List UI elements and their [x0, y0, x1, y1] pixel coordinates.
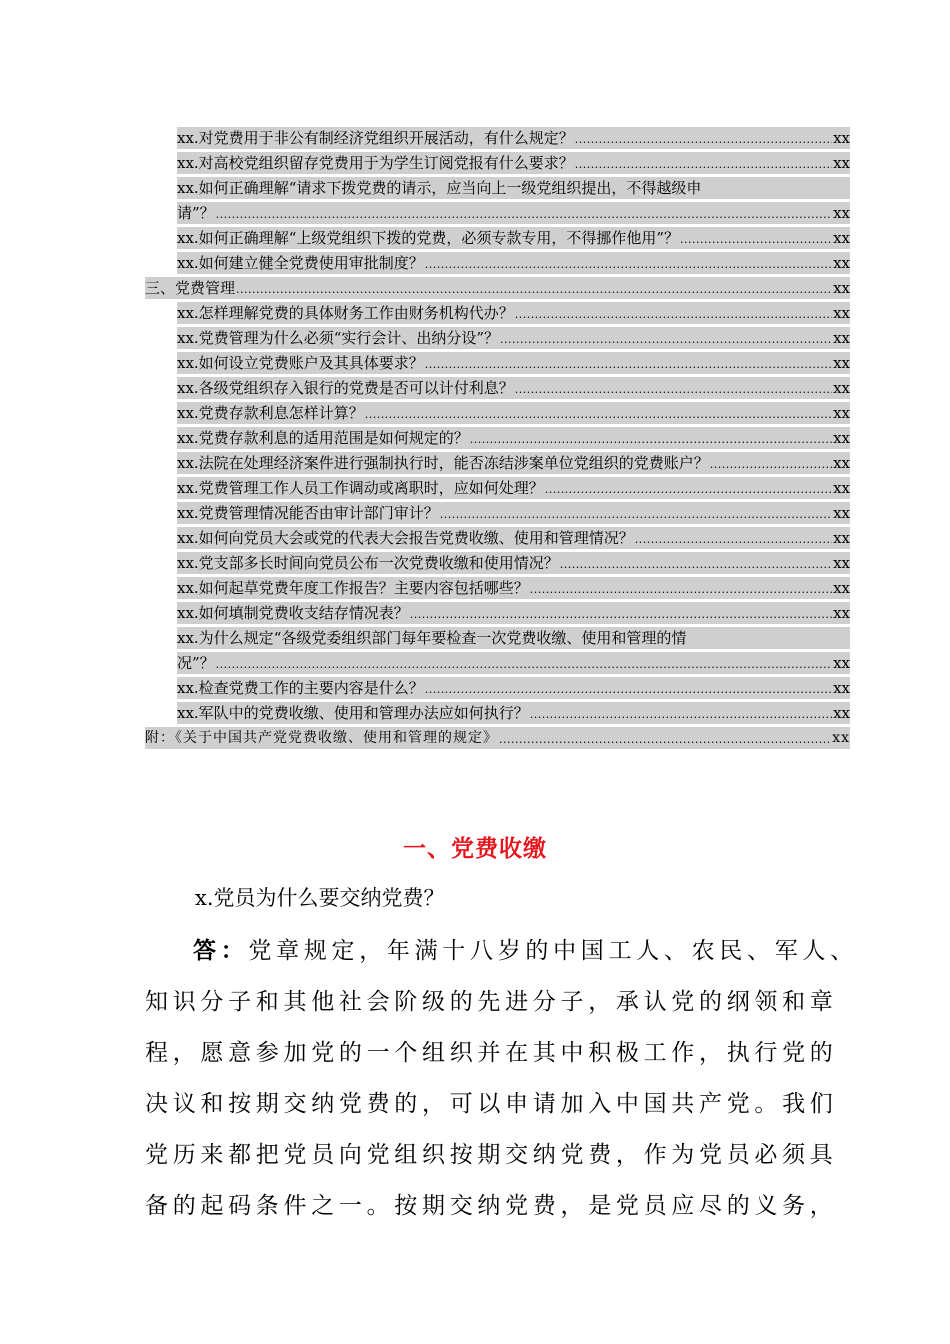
toc-entry-title: xx.法院在处理经济案件进行强制执行时，能否冻结涉案单位党组织的党费账户？	[177, 454, 709, 472]
toc-entry[interactable]	[145, 424, 850, 449]
toc-section-title: 三、党费管理	[145, 279, 236, 297]
table-of-contents	[145, 124, 850, 749]
toc-entry-wrap-line1[interactable]	[145, 174, 850, 199]
toc-entry-title: xx.如何起草党费年度工作报告？主要内容包括哪些？	[177, 579, 529, 597]
toc-entry-page: xx	[833, 479, 850, 497]
toc-entry-title: xx.对党费用于非公有制经济党组织开展活动，有什么规定？	[177, 129, 574, 147]
toc-entry-page: xx	[832, 730, 850, 746]
toc-entry-title: 请”？	[177, 204, 215, 222]
toc-entry-title: 况”？	[177, 654, 215, 672]
toc-entry-title: xx.党费管理为什么必须“实行会计、出纳分设”？	[177, 329, 500, 347]
toc-section-entry[interactable]	[145, 274, 850, 299]
toc-entry-page: xx	[833, 604, 850, 622]
answer-text: 党章规定，年满十八岁的中国工人、农民、军人、	[248, 938, 858, 964]
toc-entry-page: xx	[833, 379, 850, 397]
toc-entry-page: xx	[833, 554, 850, 572]
toc-entry-page: xx	[833, 204, 850, 222]
toc-entry-page: xx	[833, 579, 850, 597]
toc-entry-page: xx	[833, 354, 850, 372]
toc-appendix-entry[interactable]	[145, 724, 850, 749]
toc-entry-title: xx.为什么规定“各级党委组织部门每年要检查一次党费收缴、使用和管理的情	[177, 629, 687, 647]
toc-entry-page: xx	[833, 279, 850, 297]
toc-entry-page: xx	[833, 404, 850, 422]
section-heading: 一、党费收缴	[403, 836, 547, 862]
toc-entry-page: xx	[833, 329, 850, 347]
toc-entry-title: xx.怎样理解党费的具体财务工作由财务机构代办？	[177, 304, 514, 322]
toc-entry-wrap-line1[interactable]	[145, 624, 850, 649]
answer-label: 答：	[193, 937, 249, 964]
toc-entry[interactable]	[145, 349, 850, 374]
toc-entry-title: xx.如何正确理解“上级党组织下拨的党费，必须专款专用，不得挪作他用”？	[177, 229, 680, 247]
toc-entry-page: xx	[833, 654, 850, 672]
toc-entry-title: xx.对高校党组织留存党费用于为学生订阅党报有什么要求？	[177, 154, 574, 172]
question-heading: x.党员为什么要交纳党费？	[195, 886, 445, 910]
answer-line: 备的起码条件之一。按期交纳党费，是党员应尽的义务，	[145, 1193, 838, 1219]
toc-entry-title: xx.党费管理工作人员工作调动或离职时，应如何处理？	[177, 479, 544, 497]
toc-entry[interactable]	[145, 474, 850, 499]
toc-entry-page: xx	[833, 704, 850, 722]
toc-entry-title: xx.如何正确理解“请求下拨党费的请示，应当向上一级党组织提出，不得越级申	[177, 179, 702, 197]
toc-entry[interactable]	[145, 249, 850, 274]
toc-entry-page: xx	[833, 129, 850, 147]
toc-entry-title: xx.如何设立党费账户及其具体要求？	[177, 354, 424, 372]
toc-entry-title: xx.党费管理情况能否由审计部门审计？	[177, 504, 439, 522]
toc-entry-page: xx	[833, 229, 850, 247]
answer-line: 决议和按期交纳党费的，可以申请加入中国共产党。我们	[145, 1091, 838, 1117]
toc-entry-wrap-line2[interactable]	[145, 199, 850, 224]
toc-entry-title: xx.如何填制党费收支结存情况表？	[177, 604, 409, 622]
answer-paragraph	[145, 925, 858, 1232]
toc-entry[interactable]	[145, 449, 850, 474]
answer-line	[145, 925, 858, 977]
toc-entry[interactable]	[145, 324, 850, 349]
toc-entry-title: xx.军队中的党费收缴、使用和管理办法应如何执行？	[177, 704, 529, 722]
toc-entry-title: xx.各级党组织存入银行的党费是否可以计付利息？	[177, 379, 514, 397]
toc-entry[interactable]	[145, 224, 850, 249]
toc-entry[interactable]	[145, 699, 850, 724]
toc-entry-page: xx	[833, 504, 850, 522]
toc-entry[interactable]	[145, 124, 850, 149]
toc-entry[interactable]	[145, 549, 850, 574]
toc-entry-page: xx	[833, 154, 850, 172]
toc-entry-title: xx.党费存款利息怎样计算？	[177, 404, 364, 422]
answer-line: 程，愿意参加党的一个组织并在其中积极工作，执行党的	[145, 1040, 838, 1066]
toc-entry[interactable]	[145, 599, 850, 624]
toc-entry-title: xx.如何向党员大会或党的代表大会报告党费收缴、使用和管理情况？	[177, 529, 634, 547]
toc-entry-page: xx	[833, 529, 850, 547]
toc-entry[interactable]	[145, 299, 850, 324]
toc-entry-page: xx	[833, 679, 850, 697]
toc-entry-title: xx.党支部多长时间向党员公布一次党费收缴和使用情况？	[177, 554, 559, 572]
toc-entry-wrap-line2[interactable]	[145, 649, 850, 674]
toc-entry-title: xx.党费存款利息的适用范围是如何规定的？	[177, 429, 469, 447]
answer-line: 知识分子和其他社会阶级的先进分子，承认党的纲领和章	[145, 989, 838, 1015]
toc-entry-page: xx	[833, 254, 850, 272]
toc-entry-page: xx	[833, 454, 850, 472]
toc-entry-page: xx	[833, 429, 850, 447]
toc-entry-title: xx.如何建立健全党费使用审批制度？	[177, 254, 424, 272]
toc-entry[interactable]	[145, 399, 850, 424]
toc-entry[interactable]	[145, 524, 850, 549]
toc-appendix-title: 附：《关于中国共产党党费收缴、使用和管理的规定》	[145, 730, 498, 746]
toc-entry-title: xx.检查党费工作的主要内容是什么？	[177, 679, 424, 697]
toc-entry[interactable]	[145, 574, 850, 599]
toc-entry-page: xx	[833, 304, 850, 322]
toc-entry[interactable]	[145, 674, 850, 699]
toc-entry[interactable]	[145, 374, 850, 399]
toc-entry[interactable]	[145, 499, 850, 524]
answer-line: 党历来都把党员向党组织按期交纳党费，作为党员必须具	[145, 1142, 838, 1168]
toc-entry[interactable]	[145, 149, 850, 174]
